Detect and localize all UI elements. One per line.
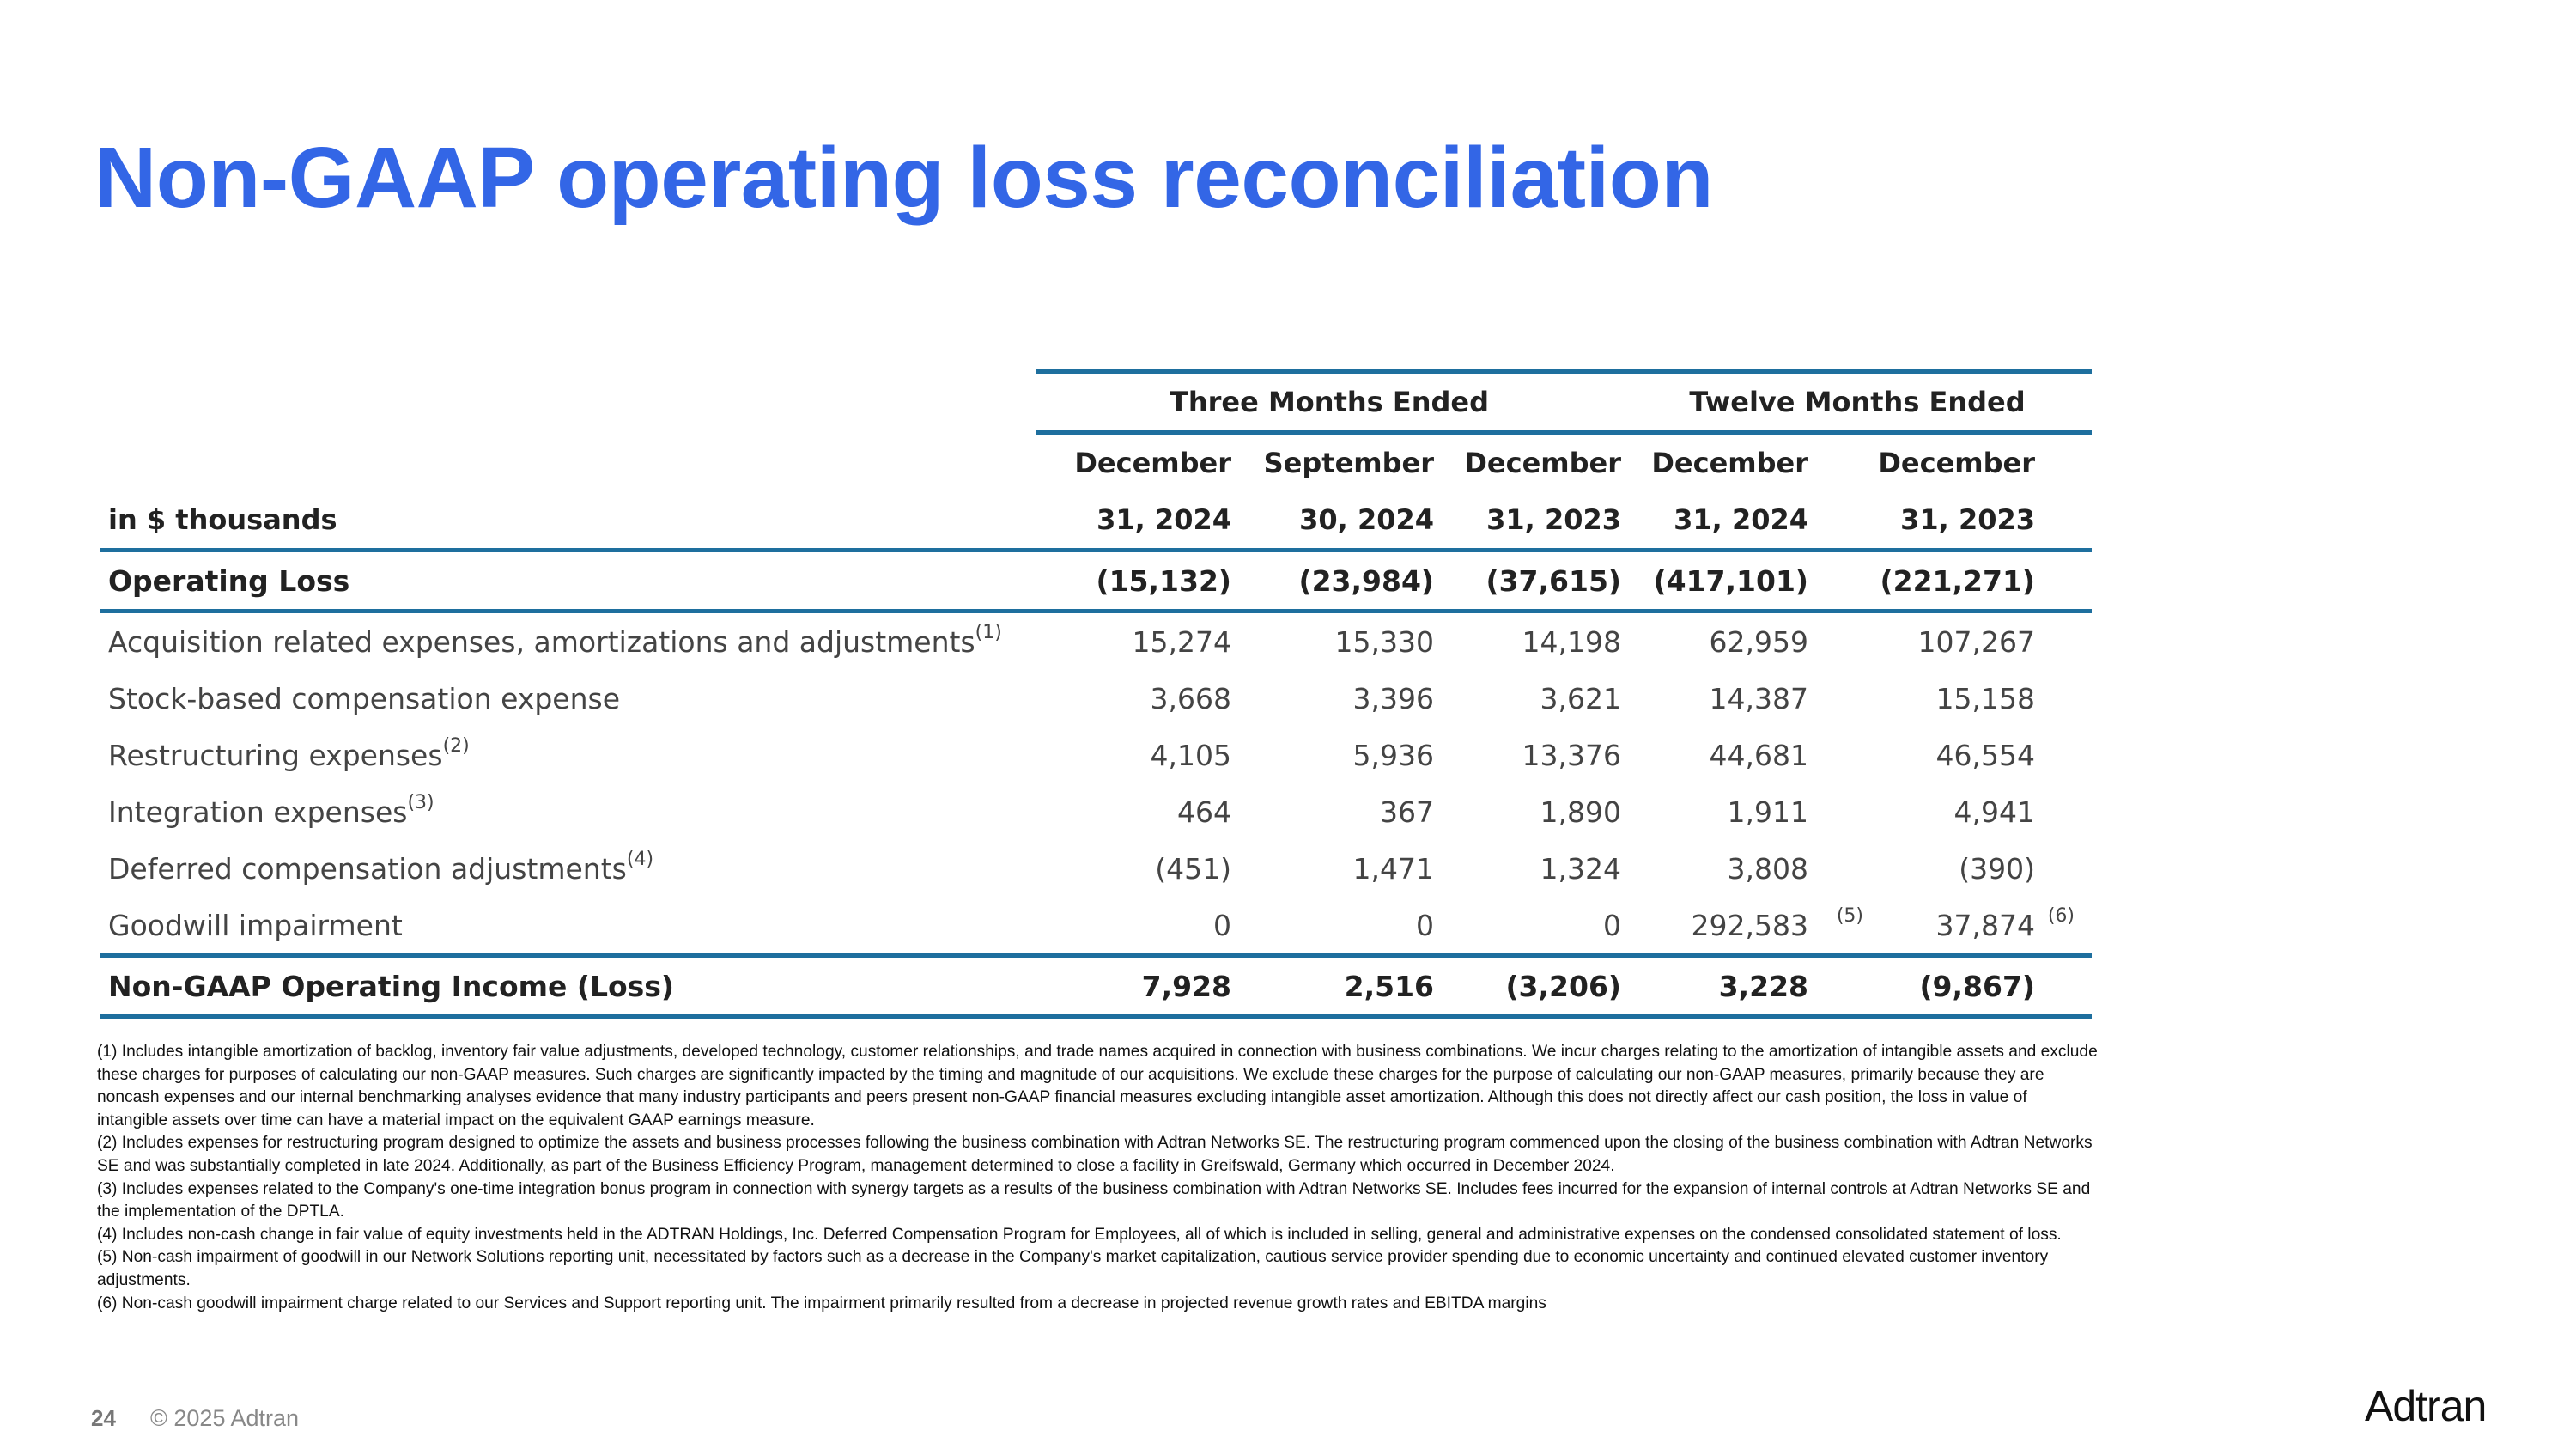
table-cell: 1,890: [1540, 795, 1622, 829]
footnote-ref: (4): [626, 848, 654, 870]
column-header: September: [1263, 447, 1434, 479]
column-header: 31, 2023: [1900, 503, 2036, 536]
table-cell: 15,158: [1935, 681, 2036, 715]
table-row-goodwill: [100, 897, 2092, 956]
column-header: 31, 2024: [1674, 503, 1809, 536]
three-months-header: Three Months Ended: [1036, 372, 1623, 433]
twelve-months-header: Twelve Months Ended: [1623, 372, 2092, 433]
footnote: (6) Non-cash goodwill impairment charge related to our Services and Support reporting unit. The impairment primarily resulted from a decrease in projected revenue growth rates and EBITDA margins: [97, 1294, 1546, 1312]
table-cell: 292,583: [1691, 908, 1809, 942]
table-cell: 37,874: [1935, 908, 2036, 942]
unit-label: in $ thousands: [108, 503, 337, 536]
table-cell: 4,941: [1953, 795, 2036, 829]
column-header: 31, 2023: [1486, 503, 1622, 536]
column-header: December: [1464, 447, 1622, 479]
row-label: Deferred compensation adjustments: [108, 851, 627, 886]
footnote: (3) Includes expenses related to the Company's one-time integration bonus program in connection with synergy targets as a results of the business combination with Adtran Networks SE. Includes fees incurred for the expansion of internal controls at Adtran Networks SE and the implementation of the DPTLA.: [97, 1179, 2091, 1221]
table-row: [100, 783, 2092, 840]
column-header: 30, 2024: [1299, 503, 1434, 536]
table-cell: 0: [1416, 908, 1434, 942]
table-cell: 7,928: [1036, 956, 1233, 1017]
table-cell: (23,984): [1233, 551, 1436, 612]
table-cell: 14,387: [1709, 681, 1809, 715]
table-cell: 44,681: [1709, 738, 1809, 772]
table-row: [100, 670, 2092, 727]
footnote: (1) Includes intangible amortization of backlog, inventory fair value adjustments, developed technology, customer relationships, and trade names acquired in connection with business combinations. We incur charges relating to the amortization of intangible assets and exclude these charges for purposes of calculating our non-GAAP measures. Such charges are significantly impacted by the timing and magnitude of our acquisitions. We exclude these charges for the purpose of calculating our non-GAAP measures, primarily because they are noncash expenses and our internal benchmarking analyses evidence that many industry participants and peers present non-GAAP financial measures excluding intangible asset amortization. Although this does not directly affect our cash position, the loss in value of intangible assets over time can have a material impact on the equivalent GAAP earnings measure.: [97, 1043, 2098, 1129]
table-row-operating-loss: [100, 551, 2092, 612]
table-row: [100, 612, 2092, 671]
footnote-ref: (2): [442, 734, 470, 757]
table-cell: (37,615): [1436, 551, 1623, 612]
row-label: Goodwill impairment: [108, 908, 403, 942]
table-cell: 464: [1177, 795, 1231, 829]
footnote-ref: (6): [2047, 905, 2075, 927]
footnote: (2) Includes expenses for restructuring program designed to optimize the assets and business processes following the business combination with Adtran Networks SE. The restructuring program commenced upon the closing of the business combination with Adtran Networks SE and was substantially completed in late 2024. Additionally, as part of the Business Efficiency Program, management determined to close a facility in Greifswald, Germany which occurred in December 2024.: [97, 1134, 2093, 1175]
table-cell: 0: [1213, 908, 1231, 942]
copyright: © 2025 Adtran: [150, 1405, 300, 1431]
table-cell: 3,621: [1540, 681, 1622, 715]
table-cell: 14,198: [1522, 624, 1622, 659]
page-title: Non-GAAP operating loss reconciliation: [94, 130, 1713, 226]
table-cell: 3,668: [1150, 681, 1231, 715]
table-row: [100, 727, 2092, 783]
table-cell: 13,376: [1522, 738, 1622, 772]
table-cell: (390): [1959, 851, 2036, 886]
group-header-row: [100, 372, 2092, 433]
footnote-ref: (5): [1836, 905, 1864, 927]
table-cell: 1,324: [1540, 851, 1622, 886]
table-cell: 3,808: [1727, 851, 1809, 886]
table-cell: (9,867): [1810, 956, 2092, 1017]
row-label: Operating Loss: [100, 551, 1036, 612]
table-cell: 3,228: [1623, 956, 1810, 1017]
table-cell: 0: [1603, 908, 1622, 942]
row-label: Non-GAAP Operating Income (Loss): [100, 956, 1036, 1017]
column-header: December: [1074, 447, 1231, 479]
table-cell: 367: [1380, 795, 1434, 829]
reconciliation-table: [100, 369, 2092, 1019]
table-cell: (451): [1155, 851, 1231, 886]
column-header-row-2: [100, 491, 2092, 551]
footnote: (4) Includes non-cash change in fair value of equity investments held in the ADTRAN Holdings, Inc. Deferred Compensation Program for Employees, all of which is included in selling, general and administrative expenses on the condensed consolidated statement of loss.: [97, 1225, 2062, 1244]
column-header: December: [1651, 447, 1809, 479]
table-cell: (417,101): [1623, 551, 1810, 612]
table-cell: 107,267: [1917, 624, 2036, 659]
table-cell: 62,959: [1709, 624, 1809, 659]
column-header-row-1: [100, 433, 2092, 492]
footnote-ref: (1): [975, 621, 1002, 643]
adtran-logo: Adtran: [2365, 1382, 2487, 1430]
table-cell: (221,271): [1810, 551, 2092, 612]
table-row: [100, 840, 2092, 897]
table-cell: (15,132): [1036, 551, 1233, 612]
table-cell: 4,105: [1150, 738, 1231, 772]
table-cell: 1,911: [1727, 795, 1809, 829]
table-cell: 15,330: [1334, 624, 1434, 659]
table-cell: (3,206): [1436, 956, 1623, 1017]
table-cell: 1,471: [1352, 851, 1434, 886]
row-label: Stock-based compensation expense: [108, 681, 621, 715]
table-cell: 15,274: [1132, 624, 1231, 659]
footnote: (5) Non-cash impairment of goodwill in our Network Solutions reporting unit, necessitated by factors such as a decrease in the Company's market capitalization, cautious service provider spending due to economic uncertainty and continued elevated customer inventory adjustments.: [97, 1248, 2049, 1289]
column-header: December: [1878, 447, 2036, 479]
table-cell: 46,554: [1935, 738, 2036, 772]
table-cell: 5,936: [1352, 738, 1434, 772]
table-row-non-gaap-total: [100, 956, 2092, 1017]
page-number: 24: [91, 1405, 116, 1431]
row-label: Restructuring expenses: [108, 738, 443, 772]
footnotes: [97, 1041, 2098, 1315]
table-cell: 3,396: [1352, 681, 1434, 715]
column-header: 31, 2024: [1097, 503, 1231, 536]
row-label: Acquisition related expenses, amortizations and adjustments: [108, 624, 975, 659]
row-label: Integration expenses: [108, 795, 408, 829]
footnote-ref: (3): [407, 791, 434, 813]
table-cell: 2,516: [1233, 956, 1436, 1017]
